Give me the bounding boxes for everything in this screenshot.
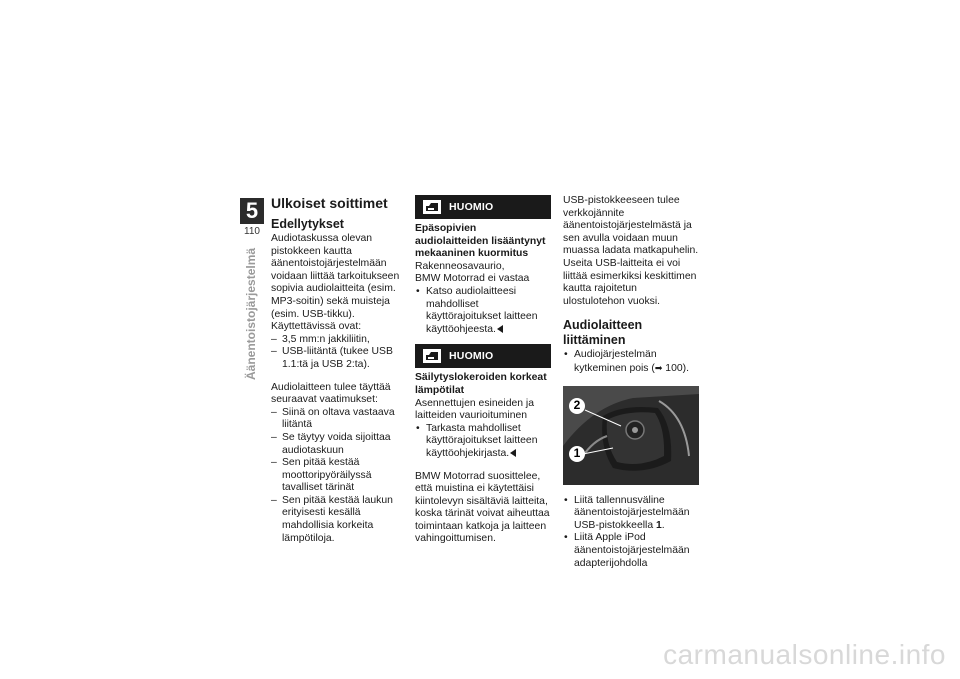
notice-label: HUOMIO — [449, 350, 494, 363]
chapter-title: Äänentoistojärjestelmä — [244, 248, 258, 381]
page-ref-arrow-icon: ➡ — [654, 362, 663, 373]
notice-banner — [415, 344, 551, 368]
page-ref: 100). — [665, 362, 689, 374]
notice-heading: Säilytyslokeroiden korkeat lämpötilat — [415, 372, 547, 396]
notice-label: HUOMIO — [449, 200, 494, 213]
section-title: Ulkoiset soittimet — [271, 195, 388, 211]
connector-list — [271, 334, 407, 372]
requirements-paragraph: Audiolaitteen tulee täyttää seuraavat vaatimukset: — [271, 381, 391, 406]
notice-line: BMW Motorrad ei vastaa — [415, 273, 530, 285]
step-text: Liitä tallennusväline äänentoistojärjestelmään USB-pistokkeella — [574, 494, 690, 531]
notice-banner — [415, 195, 551, 219]
usb-paragraph: USB-pistokkeeseen tulee verkkojännite äänentoistojärjestelmästä ja sen avulla voidaan muun muassa ladata matkapuhelin. Useita USB-laitteita ei voi liittää esimerkiksi keskittimen kautta rajoitetun ulostulotehon vuoksi. — [563, 195, 699, 307]
intro-paragraph: Audiotaskussa olevan pistokkeen kautta äänentoistojärjestelmään voidaan liittää tarkoitukseen sopivia audiolaitteita (esim. MP3-soitin) sekä muisteja (esim. USB-tikku). Käyttettävissä ovat: — [271, 233, 400, 333]
step-end: . — [661, 519, 665, 531]
end-mark-icon — [510, 449, 516, 457]
notice-list — [415, 423, 551, 461]
step-list — [563, 349, 701, 375]
column-1 — [271, 195, 407, 545]
list-item — [563, 349, 701, 375]
chapter-number: 5 — [245, 198, 259, 223]
callout-ref: 1 — [656, 519, 662, 531]
watermark: carmanualsonline.info — [663, 639, 946, 670]
list-item: – Sen pitää kestää moottoripyöräilyssä tavalliset tärinät — [271, 457, 407, 495]
list-item: – 3,5 mm:n jakkiliitin, — [271, 334, 407, 347]
list-item — [563, 495, 701, 533]
requirements-list — [271, 407, 407, 546]
list-item — [563, 532, 701, 570]
warning-icon — [423, 200, 441, 214]
connect-heading: Audiolaitteen liittäminen — [563, 318, 643, 348]
chapter-tab — [240, 198, 264, 224]
notice-bullet-text: Katso audiolaitteesi mahdolliset käyttörajoitukset laitteen käyttöohjeesta. — [426, 285, 538, 335]
notice-body: Asennettujen esineiden ja laitteiden vaurioituminen — [415, 397, 535, 422]
step-text: Audiojärjestelmän kytkeminen pois ( — [574, 349, 657, 374]
section-subtitle: Edellytykset — [271, 217, 344, 231]
step-text: Liitä Apple iPod äänentoistojärjestelmään adapterijohdolla — [574, 532, 690, 569]
end-mark-icon — [497, 325, 503, 333]
column-2 — [415, 195, 551, 546]
notice-list — [415, 286, 551, 336]
notice-heading: Epäsopivien audiolaitteiden lisääntynyt mekaaninen kuormitus — [415, 223, 546, 260]
warning-icon — [423, 349, 441, 363]
notice-line: Rakenneosavaurio, — [415, 260, 505, 272]
closing-paragraph: BMW Motorrad suosittelee, että muistina ei käytettäisi kiintolevyn sisältäviä laitteita, koska tärinät voivat aiheuttaa toimintaan katkoja ja laitteen vahingoittumisen. — [415, 470, 550, 545]
callout-1: 1 — [569, 446, 585, 462]
page-number: 110 — [244, 226, 260, 237]
list-item: – Siinä on oltava vastaava liitäntä — [271, 407, 407, 432]
list-item: – USB-liitäntä (tukee USB 1.1:tä ja USB 2:ta). — [271, 346, 407, 371]
list-item: – Se täytyy voida sijoittaa audiotaskuun — [271, 432, 407, 457]
column-3 — [563, 195, 701, 570]
list-item — [415, 423, 551, 461]
list-item — [415, 286, 551, 336]
audio-compartment-photo — [563, 386, 699, 485]
list-item: – Sen pitää kestää laukun erityisesti kesällä mahdollisia korkeita lämpötiloja. — [271, 495, 407, 545]
notice-bullet-text: Tarkasta mahdolliset käyttörajoitukset laitteen käyttöohjekirjasta. — [426, 422, 538, 459]
callout-2: 2 — [569, 398, 585, 414]
step-list — [563, 495, 701, 571]
